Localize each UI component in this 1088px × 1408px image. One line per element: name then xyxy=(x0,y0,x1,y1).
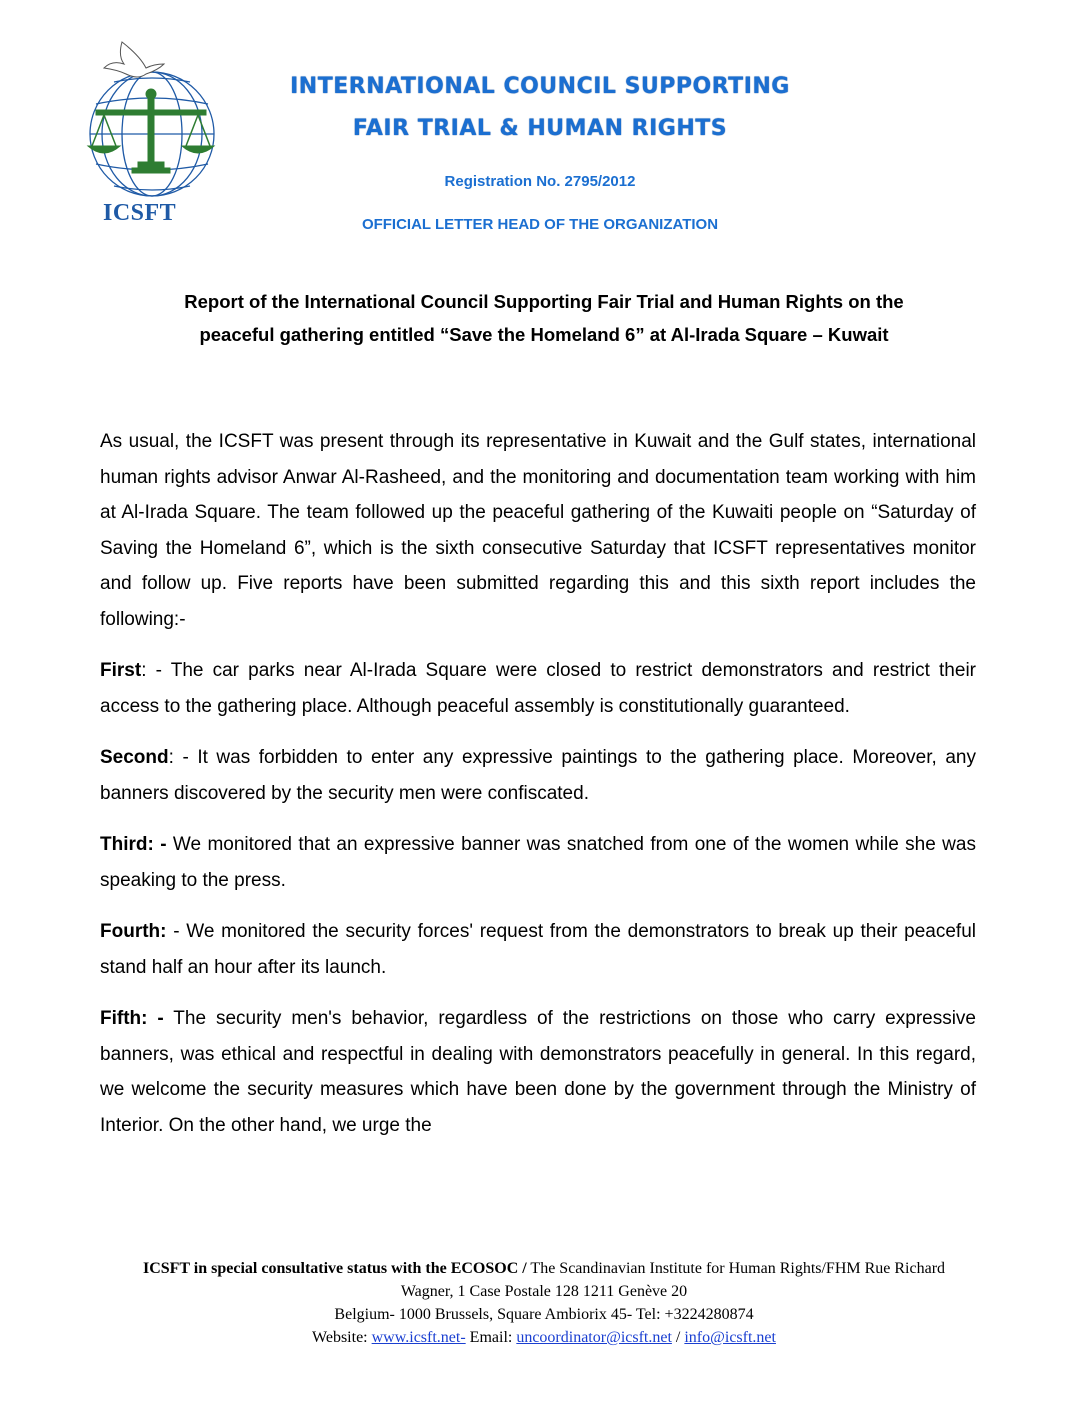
item-text: : - It was forbidden to enter any expressive paintings to the gathering place. Moreover, any banners discovered by the security men were confiscated. xyxy=(100,747,976,804)
scales-globe-dove-icon xyxy=(74,34,224,204)
item-text: - We monitored the security forces' request from the demonstrators to break up their peaceful stand half an hour after its launch. xyxy=(100,921,976,978)
report-title xyxy=(100,285,988,351)
website-link[interactable]: www.icsft.net- xyxy=(371,1329,466,1346)
footer-status-rest: The Scandinavian Institute for Human Rights/FHM Rue Richard Wagner, 1 Case Postale 128 1211 Genève 20 xyxy=(400,1260,946,1300)
item-label: Fifth: - xyxy=(100,1008,164,1029)
list-item xyxy=(100,914,976,985)
logo-text: ICSFT xyxy=(103,200,177,226)
list-item xyxy=(100,653,976,724)
report-title-line1: Report of the International Council Supporting Fair Trial and Human Rights on the xyxy=(184,291,904,312)
registration-number: Registration No. 2795/2012 xyxy=(444,173,636,190)
website-label: Website: xyxy=(312,1329,372,1346)
email-link-uncoordinator[interactable]: uncoordinator@icsft.net xyxy=(516,1329,672,1346)
footer-status xyxy=(120,1257,968,1303)
email-label: Email: xyxy=(465,1329,517,1346)
org-name-line1: INTERNATIONAL COUNCIL SUPPORTING xyxy=(290,74,790,99)
list-item xyxy=(100,740,976,811)
footer-contacts xyxy=(120,1326,968,1349)
org-name-line2: FAIR TRIAL & HUMAN RIGHTS xyxy=(352,116,728,141)
link-separator: / xyxy=(671,1329,685,1346)
item-text: The security men's behavior, regardless of the restrictions on those who carry expressive banners, was ethical and respectful in dealing with demonstrators peacefully in general. In this regard, we welcome the security measures which have been done by the government through the Ministry of Interior. On the other hand, we urge the xyxy=(100,1008,977,1136)
item-label: Second xyxy=(100,747,169,768)
email-link-info[interactable]: info@icsft.net xyxy=(684,1329,776,1346)
intro-paragraph: As usual, the ICSFT was present through its representative in Kuwait and the Gulf states, international human rights advisor Anwar Al-Rasheed, and the monitoring and documentation team working with him at Al-Irada Square. The team followed up the peaceful gathering of the Kuwaiti people on “Saturday of Saving the Homeland 6”, which is the sixth consecutive Saturday that ICSFT representatives monitor and follow up. Five reports have been submitted regarding this and this sixth report includes the following:- xyxy=(100,431,976,630)
list-item xyxy=(100,1001,976,1143)
official-letterhead-label: OFFICIAL LETTER HEAD OF THE ORGANIZATION xyxy=(361,216,719,233)
page-footer xyxy=(120,1257,968,1349)
report-title-line2: peaceful gathering entitled “Save the Homeland 6” at Al-Irada Square – Kuwait xyxy=(199,324,889,345)
footer-status-bold: ICSFT in special consultative status with the ECOSOC / xyxy=(142,1260,527,1277)
list-item xyxy=(100,827,976,898)
footer-address: Belgium- 1000 Brussels, Square Ambiorix 45- Tel: +3224280874 xyxy=(334,1306,754,1323)
report-body xyxy=(100,424,976,1159)
item-text: We monitored that an expressive banner was snatched from one of the women while she was speaking to the press. xyxy=(100,834,976,891)
item-text: : - The car parks near Al-Irada Square were closed to restrict demonstrators and restrict their access to the gathering place. Although peaceful assembly is constitutionally guaranteed. xyxy=(100,660,976,717)
item-label: Third: - xyxy=(100,834,167,855)
item-label: First xyxy=(100,660,142,681)
item-label: Fourth: xyxy=(100,921,167,942)
